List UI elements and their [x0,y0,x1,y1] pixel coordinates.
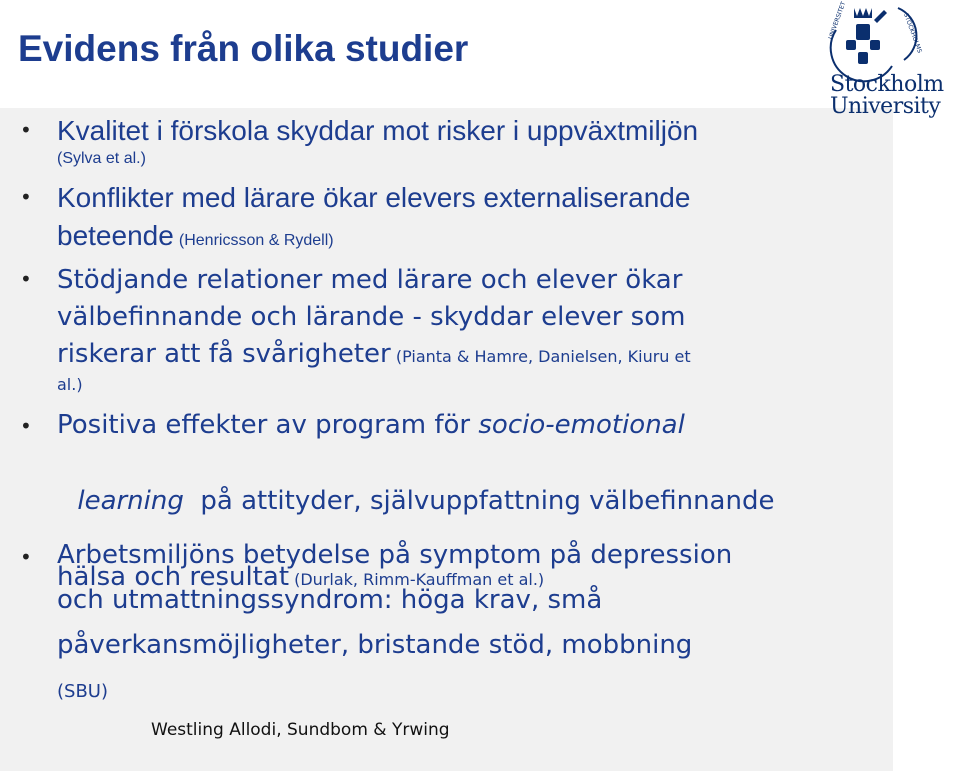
bullet-1-text: Kvalitet i förskola skyddar mot risker i uppväxtmiljön [57,115,699,146]
stockholm-university-logo [826,0,960,128]
bullet-marker: • [20,414,32,438]
logo-line-2: University [830,94,941,119]
bullet-3-line-3: riskerar att få svårigheter [57,339,391,369]
bullet-4-line-2a: learning [77,486,184,516]
bullet-marker: • [20,118,32,142]
bullet-2-citation: (Henricsson & Rydell) [178,232,334,249]
logo-line-1: Stockholm [830,72,944,97]
bullet-3-citation-a: (Pianta & Hamre, Danielsen, Kiuru et [395,347,691,366]
bullet-4-citation: (Durlak, Rimm-Kauffman et al.) [294,570,545,589]
bullet-3-line-2: välbefinnande och lärande - skyddar elever som [57,302,686,332]
svg-text:STOCKHOLMS: STOCKHOLMS [902,12,924,55]
bullet-marker: • [20,545,32,569]
svg-text:UNIVERSITET: UNIVERSITET [827,0,848,41]
bullet-4-line-1b: socio-emotional [478,410,685,440]
bullet-5-line-2: och utmattningssyndrom: höga krav, små [57,585,603,615]
bullet-5-line-1: Arbetsmiljöns betydelse på symptom på depression [57,540,733,570]
bullet-5-citation: (SBU) [57,681,108,702]
bullet-item-1 [57,113,698,169]
bullet-2-line-1: Konflikter med lärare ökar elevers externaliserande [57,182,691,213]
bullet-4-line-1a: Positiva effekter av program för [57,410,479,440]
bullet-4-line-3: hälsa och resultat [57,562,290,592]
bullet-item-5 [57,533,732,716]
university-seal-icon [826,0,960,78]
slide-footer: Westling Allodi, Sundbom & Yrwing [151,720,450,740]
bullet-item-3 [57,262,691,395]
bullet-5-line-3: påverkansmöjligheter, bristande stöd, mobbning [57,630,693,660]
bullet-2-line-2: beteende [57,220,174,251]
bullet-3-citation-b: al.) [57,375,83,394]
slide-title: Evidens från olika studier [18,28,469,69]
bullet-marker: • [20,267,32,291]
bullet-1-citation: (Sylva et al.) [57,150,146,167]
bullet-marker: • [20,185,32,209]
bullet-3-line-1: Stödjande relationer med lärare och elever ökar [57,265,683,295]
bullet-item-2 [57,179,690,260]
bullet-4-line-2b: på attityder, självuppfattning välbefinnande [183,486,775,516]
logo-wordmark [830,72,944,119]
